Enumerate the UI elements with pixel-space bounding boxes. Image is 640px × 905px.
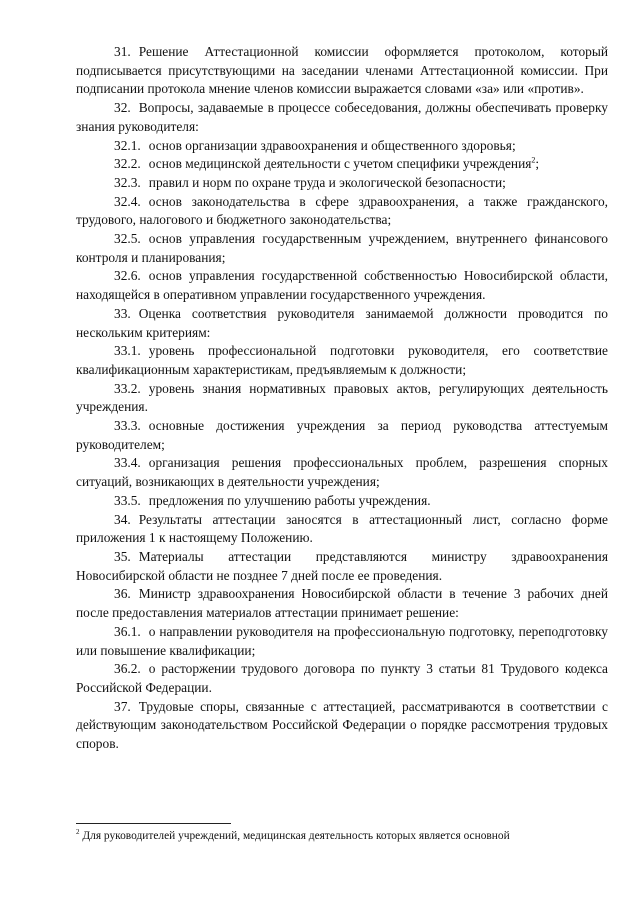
paragraph-32-5: 32.5. основ управления государственным учреждением, внутреннего финансового контроля и планирования;	[76, 231, 608, 265]
paragraph-34: 34. Результаты аттестации заносятся в аттестационный лист, согласно форме приложения 1 к настоящему Положению.	[76, 511, 608, 546]
paragraph-33-1: 33.1. уровень профессиональной подготовки руководителя, его соответствие квалификационным характеристикам, предъявляемым к должности;	[76, 343, 608, 377]
paragraph-36-1: 36.1. о направлении руководителя на профессиональную подготовку, переподготовку или повышение квалификации;	[76, 623, 608, 658]
paragraph-32-1: 32.1. основ организации здравоохранения и общественного здоровья;	[114, 137, 516, 153]
paragraph-36-2: 36.2. о расторжении трудового договора по пункту 3 статьи 81 Трудового кодекса Российской Федерации.	[76, 661, 608, 695]
paragraph-33-2: 33.2. уровень знания нормативных правовых актов, регулирующих деятельность учреждения.	[76, 380, 608, 415]
paragraph-33-4: 33.4. организация решения профессиональных проблем, разрешения спорных ситуаций, возникающих в деятельности учреждения;	[76, 455, 608, 490]
paragraph-32: 32. Вопросы, задаваемые в процессе собеседования, должны обеспечивать проверку знания руководителя:	[76, 100, 608, 134]
paragraph-35: 35. Материалы аттестации представляются министру здравоохранения Новосибирской области не позднее 7 дней после ее проведения.	[76, 548, 608, 583]
paragraph-36: 36. Министр здравоохранения Новосибирской области в течение 3 рабочих дней после предоставления материалов аттестации принимает решение:	[76, 586, 608, 621]
paragraph-32-4: 32.4. основ законодательства в сфере здравоохранения, а также гражданского, трудового, налогового и бюджетного законодательства;	[76, 193, 608, 228]
paragraph-33: 33. Оценка соответствия руководителя занимаемой должности проводится по нескольким критериям:	[76, 305, 608, 340]
footnote-text: Для руководителей учреждений, медицинская деятельность которых является основной	[82, 830, 510, 842]
paragraph-32-6: 32.6. основ управления государственной собственностью Новосибирской области, находящейся в оперативном управлении государственного учреждения.	[76, 268, 608, 303]
footnote-separator	[76, 823, 231, 824]
document-body	[76, 43, 608, 754]
paragraph-33-3: 33.3. основные достижения учреждения за период руководства аттестуемым руководителем;	[76, 418, 608, 452]
paragraph-32-2: 32.2. основ медицинской деятельности с учетом специфики учреждения$^2$;	[114, 155, 540, 172]
footnote-reference[interactable]: 2	[531, 155, 536, 165]
paragraph-32-3: 32.3. правил и норм по охране труда и экологической безопасности;	[114, 174, 506, 190]
footnote	[76, 829, 616, 843]
paragraph-31: 31. Решение Аттестационной комиссии оформляется протоколом, который подписывается присутствующими на заседании членами Аттестационной комиссии. При подписании протокола мнение членов комиссии выражается словами «за» или «против».	[76, 44, 608, 97]
paragraph-37: 37. Трудовые споры, связанные с аттестацией, рассматриваются в соответствии с действующим законодательством Российской Федерации о порядке рассмотрения трудовых споров.	[76, 698, 608, 752]
footnote-marker: 2	[76, 828, 80, 837]
paragraph-33-5: 33.5. предложения по улучшению работы учреждения.	[114, 492, 431, 508]
